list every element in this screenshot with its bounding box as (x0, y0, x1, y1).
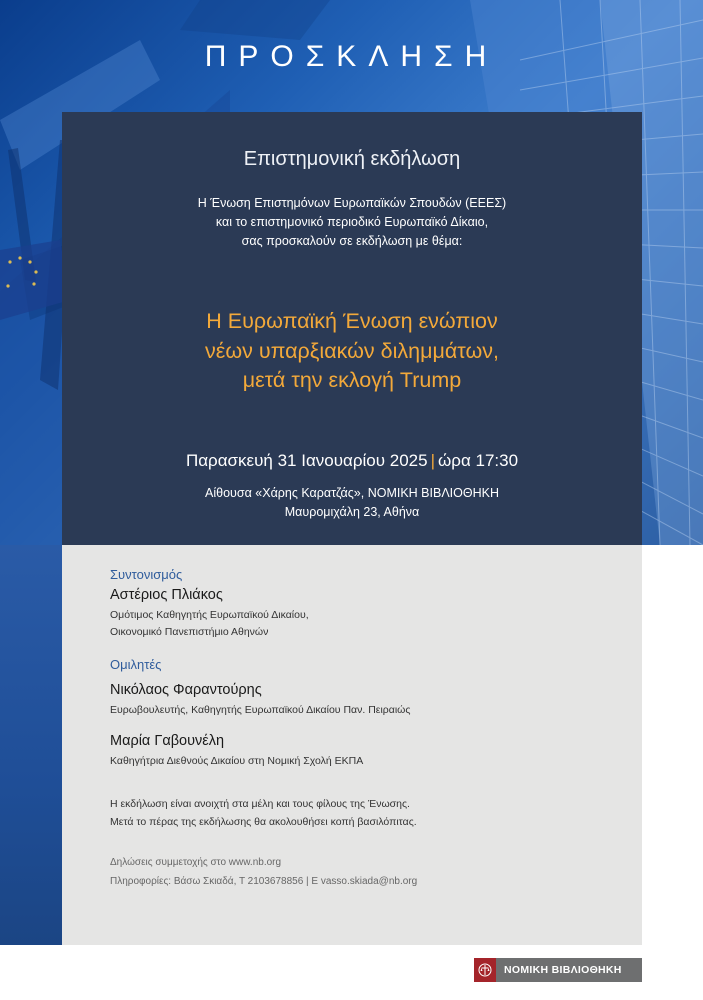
coordinator-role (110, 607, 630, 641)
event-datetime (62, 451, 642, 471)
intro-line: Η Ένωση Επιστημόνων Ευρωπαϊκών Σπουδών (ΕΕΕΣ) (197, 196, 507, 210)
speaker-role: Ευρωβουλευτής, Καθηγητής Ευρωπαϊκού Δικαίου Παν. Πειραιώς (110, 704, 411, 716)
intro-line: σας προσκαλούν σε εκδήλωση με θέμα: (241, 234, 463, 248)
event-time: ώρα 17:30 (438, 451, 519, 470)
coordinator-name: Αστέριος Πλιάκος (110, 587, 223, 603)
venue-line: Μαυρομιχάλη 23, Αθήνα (284, 504, 420, 519)
details-section (62, 545, 642, 945)
event-notes (110, 796, 630, 831)
event-date: Παρασκευή 31 Ιανουαρίου 2025 (185, 451, 428, 470)
event-venue (62, 484, 642, 521)
topic-line: Η Ευρωπαϊκή Ένωση ενώπιον (206, 309, 498, 333)
info-line: Πληροφορίες: Βάσω Σκιαδά, Τ 2103678856 | Ε vasso.skiada@nb.org (110, 876, 418, 887)
note-line: Μετά το πέρας της εκδήλωσης θα ακολουθήσει κοπή βασιλόπιτας. (110, 815, 417, 828)
page-title: ΠΡΟΣΚΛΗΣΗ (204, 40, 499, 73)
coordinator-role-line: Οικονομικό Πανεπιστήμιο Αθηνών (110, 626, 269, 638)
rsvp-line: Δηλώσεις συμμετοχής στο www.nb.org (110, 857, 282, 868)
topic-line: νέων υπαρξιακών διλημμάτων, (205, 338, 499, 363)
speaker-name: Μαρία Γαβουνέλη (110, 733, 225, 749)
publisher-logo (474, 958, 642, 982)
speaker-role: Καθηγήτρια Διεθνούς Δικαίου στη Νομική Σχολή ΕΚΠΑ (110, 755, 364, 767)
note-line: Η εκδήλωση είναι ανοιχτή στα μέλη και τους φίλους της Ένωσης. (110, 798, 410, 810)
left-blue-strip (0, 545, 62, 945)
details-content (110, 567, 630, 891)
event-panel (62, 112, 642, 545)
coordination-label: Συντονισμός (110, 567, 183, 582)
event-intro (62, 194, 642, 251)
speakers-label: Ομιλητές (110, 657, 162, 672)
contact-info (110, 853, 630, 891)
speaker-name: Νικόλαος Φαραντούρης (110, 682, 262, 698)
intro-line: και το επιστημονικό περιοδικό Ευρωπαϊκό Δίκαιο, (215, 215, 489, 229)
nb-emblem-icon (474, 958, 496, 982)
logo-text: ΝΟΜΙΚΗ ΒΙΒΛΙΟΘΗΚΗ (504, 964, 622, 976)
topic-line: μετά την εκλογή Trump (242, 368, 462, 392)
event-subtitle: Επιστημονική εκδήλωση (243, 148, 461, 170)
event-topic (62, 307, 642, 396)
coordinator-role-line: Ομότιμος Καθηγητής Ευρωπαϊκού Δικαίου, (110, 609, 309, 621)
datetime-separator: | (430, 451, 436, 470)
venue-line: Αίθουσα «Χάρης Καρατζάς», ΝΟΜΙΚΗ ΒΙΒΛΙΟΘΗΚΗ (205, 486, 499, 500)
